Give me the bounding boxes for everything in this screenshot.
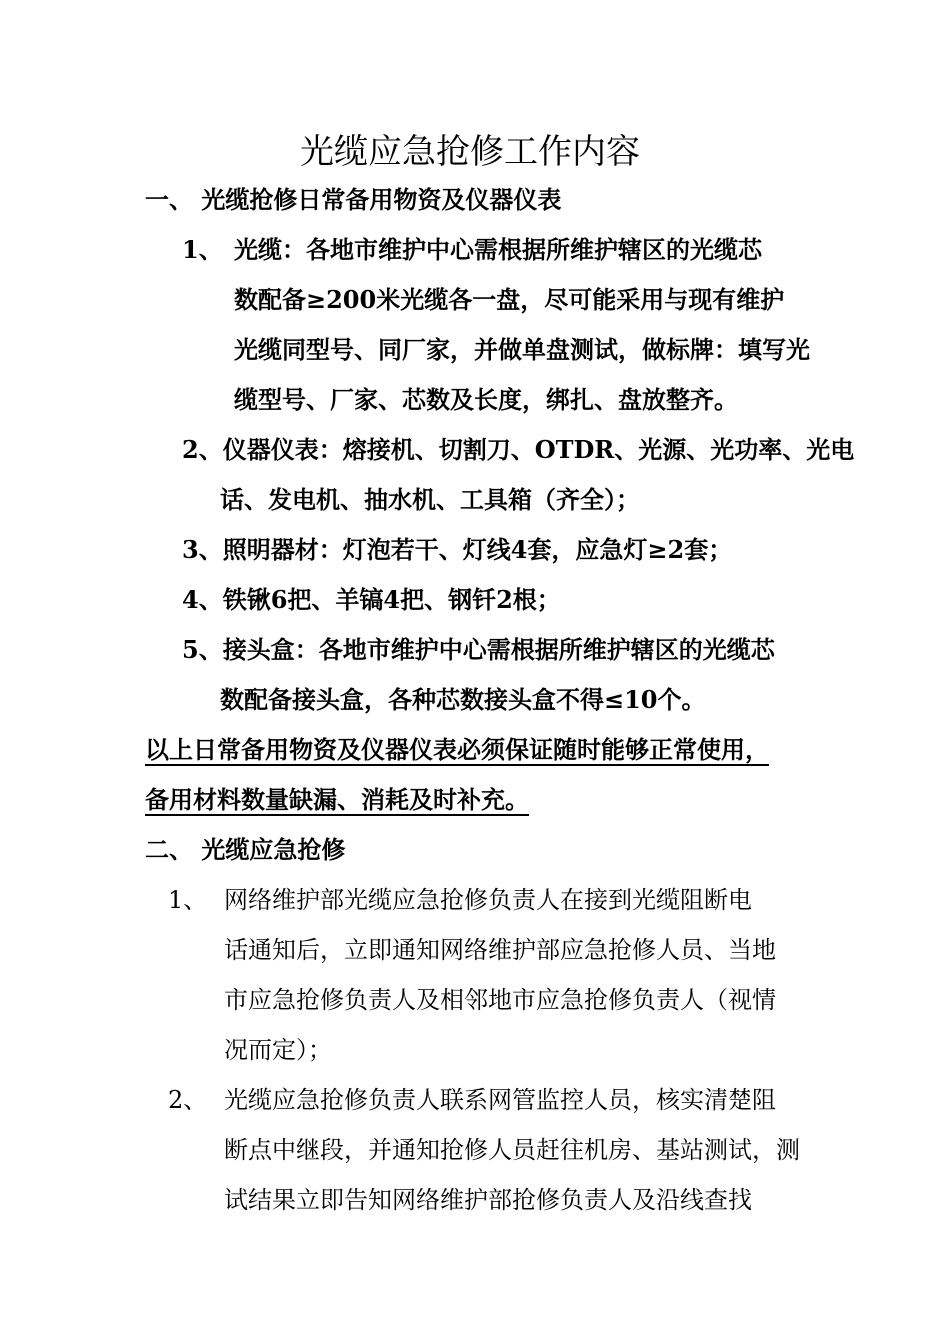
page-title: 光缆应急抢修工作内容 [300, 132, 640, 172]
item-1-line: 缆型号、厂家、芯数及长度，绑扎、盘放整齐。 [234, 385, 738, 414]
item-1-line: 数配备≥200米光缆各一盘，尽可能采用与现有维护 [234, 285, 785, 314]
item-3-line: 3、照明器材：灯泡若干、灯线4套，应急灯≥2套； [182, 535, 733, 564]
s2-item-1-line: 话通知后，立即通知网络维护部应急抢修人员、当地 [224, 936, 776, 964]
section-1-heading: 一、 光缆抢修日常备用物资及仪器仪表 [145, 185, 562, 214]
s2-item-1-number: 1、 [168, 886, 208, 914]
item-1-line: 光缆：各地市维护中心需根据所维护辖区的光缆芯 [234, 235, 762, 264]
s2-item-2-line: 光缆应急抢修负责人联系网管监控人员，核实清楚阻 [224, 1086, 776, 1114]
item-5-line: 5、接头盒：各地市维护中心需根据所维护辖区的光缆芯 [182, 635, 775, 664]
item-5-line: 数配备接头盒，各种芯数接头盒不得≤10个。 [220, 685, 706, 714]
item-1-number: 1、 [182, 235, 223, 264]
item-1-line: 光缆同型号、同厂家，并做单盘测试，做标牌：填写光 [234, 335, 810, 364]
s2-item-1-line: 市应急抢修负责人及相邻地市应急抢修负责人（视情 [224, 986, 776, 1014]
section-2-heading: 二、 光缆应急抢修 [145, 835, 346, 864]
s2-item-2-number: 2、 [168, 1086, 208, 1114]
item-2-line: 话、发电机、抽水机、工具箱（齐全）； [220, 485, 640, 514]
item-2-line: 2、仪器仪表：熔接机、切割刀、OTDR、光源、光功率、光电 [182, 435, 855, 464]
s2-item-1-line: 网络维护部光缆应急抢修负责人在接到光缆阻断电 [224, 886, 752, 914]
note-line: 备用材料数量缺漏、消耗及时补充。 [145, 785, 529, 814]
note-line: 以上日常备用物资及仪器仪表必须保证随时能够正常使用， [145, 735, 769, 764]
s2-item-1-line: 况而定）； [224, 1036, 332, 1064]
s2-item-2-line: 断点中继段，并通知抢修人员赶往机房、基站测试，测 [224, 1136, 800, 1164]
s2-item-2-line: 试结果立即告知网络维护部抢修负责人及沿线查找 [224, 1186, 752, 1214]
item-4-line: 4、铁锹6把、羊镐4把、钢钎2根； [182, 585, 561, 614]
